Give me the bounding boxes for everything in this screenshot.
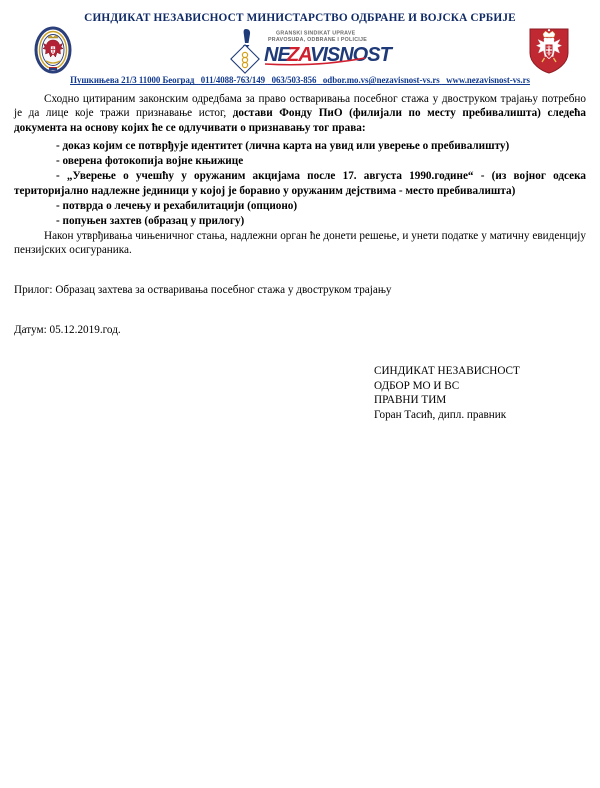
page-title: СИНДИКАТ НЕЗАВИСНОСТ МИНИСТАРСТВО ОДБРАНЕ И ВОЈСКА СРБИЈЕ [84, 12, 516, 24]
header-emblem-row [14, 26, 586, 74]
intro-paragraph [14, 92, 586, 137]
ministry-of-defence-emblem-icon [28, 27, 78, 73]
serbian-coat-of-arms-icon [524, 27, 574, 75]
list-item: - потврда о лечењу и рехабилитацији (опционо) [56, 199, 298, 212]
date-line: Датум: 05.12.2019.год. [14, 324, 121, 337]
nezavisnost-union-logo [232, 27, 391, 73]
list-item: - доказ којим се потврђује идентитет (лична карта на увид или уверење о пребивалишту) [56, 140, 510, 153]
contact-phone-secondary: 063/503-856 [271, 75, 317, 86]
signature-person: Горан Тасић, дипл. правник [374, 408, 507, 421]
svg-text:PRAVOSUĐA, ODBRANE I POLICIJE: PRAVOSUĐA, ODBRANE I POLICIJE [268, 37, 367, 44]
svg-text:ZA: ZA [287, 44, 312, 67]
list-item: - оверена фотокопија војне књижице [56, 155, 244, 168]
signature-organization: СИНДИКАТ НЕЗАВИСНОСТ [374, 365, 520, 378]
signature-block [374, 364, 586, 422]
document-page [0, 12, 600, 788]
closing-paragraph: Након утврђивања чињеничног стања, надлежни орган ће донети решење, и унети податке у матичну евиденцију пензијских осигураника. [14, 229, 586, 257]
contact-address: Пушкињева 21/3 11000 Београд [70, 75, 195, 86]
contact-website-link[interactable]: www.nezavisnost-vs.rs [446, 75, 530, 86]
signature-team: ПРАВНИ ТИМ [374, 394, 447, 407]
document-body [14, 92, 586, 423]
contact-phone-primary: 011/4088-763/149 [200, 75, 266, 86]
svg-text:NE: NE [264, 44, 290, 67]
svg-text:GRANSKI SINDIKAT UPRAVE: GRANSKI SINDIKAT UPRAVE [276, 30, 356, 37]
attachment-note: Прилог: Образац захтева за остваривања посебног стажа у двоструком трајању [14, 284, 392, 297]
contact-email-link[interactable]: odbor.mo.vs@nezavisnost-vs.rs [322, 75, 440, 86]
required-documents-list [14, 139, 586, 228]
list-item: - попуњен захтев (образац у прилогу) [56, 214, 245, 227]
contact-line [14, 75, 586, 86]
svg-text:VISNOST: VISNOST [310, 44, 391, 67]
list-item: - „Уверење о учешћу у оружаним акцијама после 17. августа 1990.године“ - (из војног одсека територијално надлежне јединици у којој је боравио у оружаним дејствима - место пребивалишта) [14, 170, 586, 197]
intro-paragraph-bold-text: достави Фонду ПиО (филијали по месту пребивалишта) следећа документа на основу којих ће се одлучивати о признавању тог права: [14, 107, 586, 135]
intro-paragraph-normal-text: Сходно цитираним законским одредбама за право остваривања посебног стажа у двоструком трајању потребно је да лице које тражи признавање истог, [14, 92, 586, 120]
signature-board: ОДБОР МО И ВС [374, 379, 460, 392]
